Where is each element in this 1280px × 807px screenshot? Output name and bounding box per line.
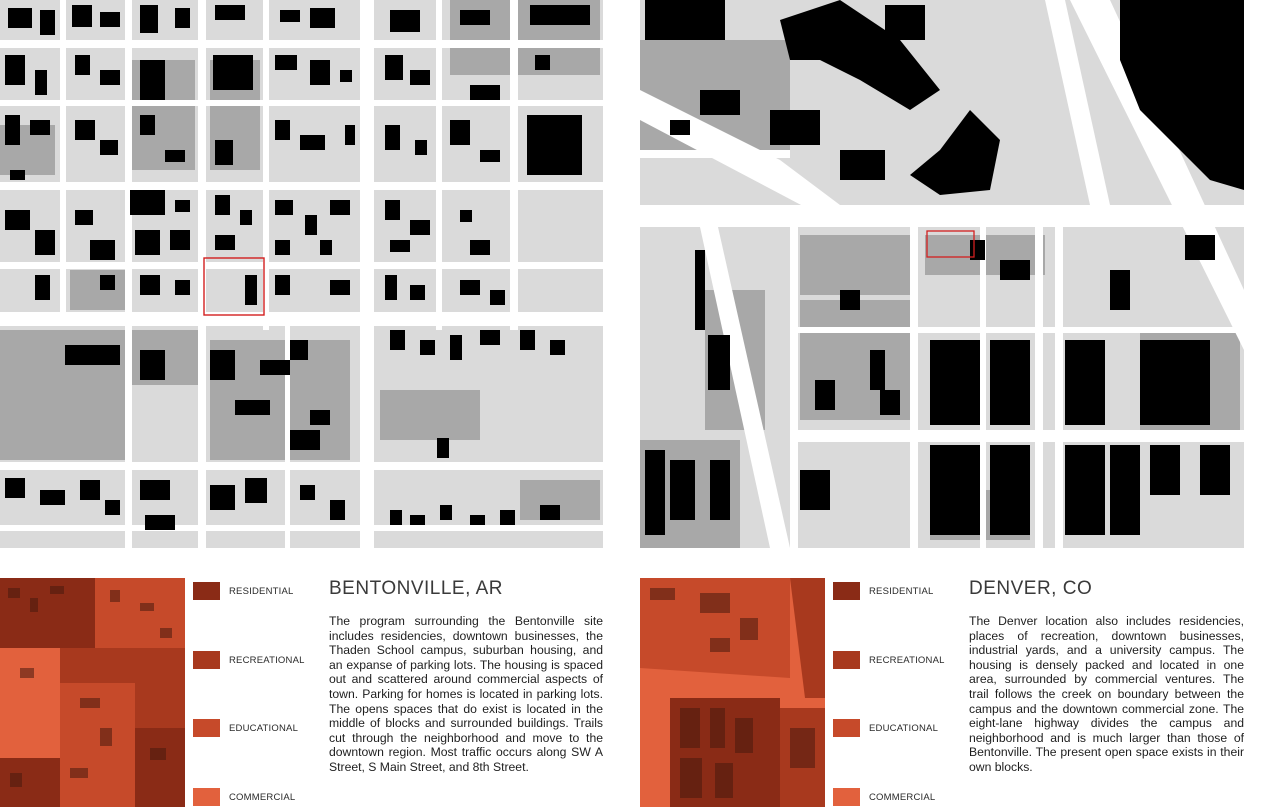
bentonville-description: The program surrounding the Bentonville site includes residencies, downtown businesses, the Thaden School campus, suburban housing, and an expanse of parking lots. The housing is spaced out and scattered around commercial aspects of town. Parking for homes is located in parking lots. The opens spaces that do exist is located in the middle of blocks and surrounded buildings. Trails cut through the neighborhood and move to the downtown region. Most traffic occurs along SW A Street, S Main Street, and 8th Street. bbox=[329, 614, 603, 774]
legend-item-residential bbox=[833, 582, 934, 600]
legend-item-educational bbox=[833, 719, 938, 737]
commercial-swatch bbox=[193, 788, 220, 806]
bentonville-title: BENTONVILLE, AR bbox=[329, 578, 503, 599]
legend-label: RECREATIONAL bbox=[869, 654, 945, 666]
denver-figure-ground-map bbox=[640, 0, 1244, 548]
legend-label: RESIDENTIAL bbox=[229, 585, 294, 597]
bentonville-map-svg bbox=[0, 0, 603, 548]
educational-swatch bbox=[193, 719, 220, 737]
legend-label: COMMERCIAL bbox=[869, 791, 936, 803]
residential-swatch bbox=[833, 582, 860, 600]
denver-land-use-map bbox=[640, 578, 825, 807]
bentonville-land-use-map bbox=[0, 578, 185, 807]
legend-label: RESIDENTIAL bbox=[869, 585, 934, 597]
legend-label: COMMERCIAL bbox=[229, 791, 296, 803]
legend-label: EDUCATIONAL bbox=[869, 722, 939, 734]
denver-description: The Denver location also includes residencies, places of recreation, downtown businesses, industrial yards, and a university campus. The housing is densely packed and located in one area, surrounded by commercial ventures. The trail follows the creek on boundary between the campus and the downtown commercial zone. The eight-lane highway divides the campus and neighborhood and is much larger than those of Bentonville. The present open space exists in their own blocks. bbox=[969, 614, 1244, 774]
legend-item-commercial bbox=[193, 788, 295, 806]
denver-map-svg bbox=[640, 0, 1244, 548]
residential-swatch bbox=[193, 582, 220, 600]
recreational-swatch bbox=[833, 651, 860, 669]
legend-item-recreational bbox=[193, 651, 305, 669]
bentonville-land-use-svg bbox=[0, 578, 185, 807]
legend-item-educational bbox=[193, 719, 298, 737]
bentonville-figure-ground-map bbox=[0, 0, 603, 548]
denver-title: DENVER, CO bbox=[969, 578, 1093, 599]
legend-label: RECREATIONAL bbox=[229, 654, 305, 666]
commercial-swatch bbox=[833, 788, 860, 806]
recreational-swatch bbox=[193, 651, 220, 669]
legend-item-recreational bbox=[833, 651, 945, 669]
denver-land-use-svg bbox=[640, 578, 825, 807]
legend-item-residential bbox=[193, 582, 294, 600]
legend-item-commercial bbox=[833, 788, 935, 806]
legend-label: EDUCATIONAL bbox=[229, 722, 299, 734]
educational-swatch bbox=[833, 719, 860, 737]
